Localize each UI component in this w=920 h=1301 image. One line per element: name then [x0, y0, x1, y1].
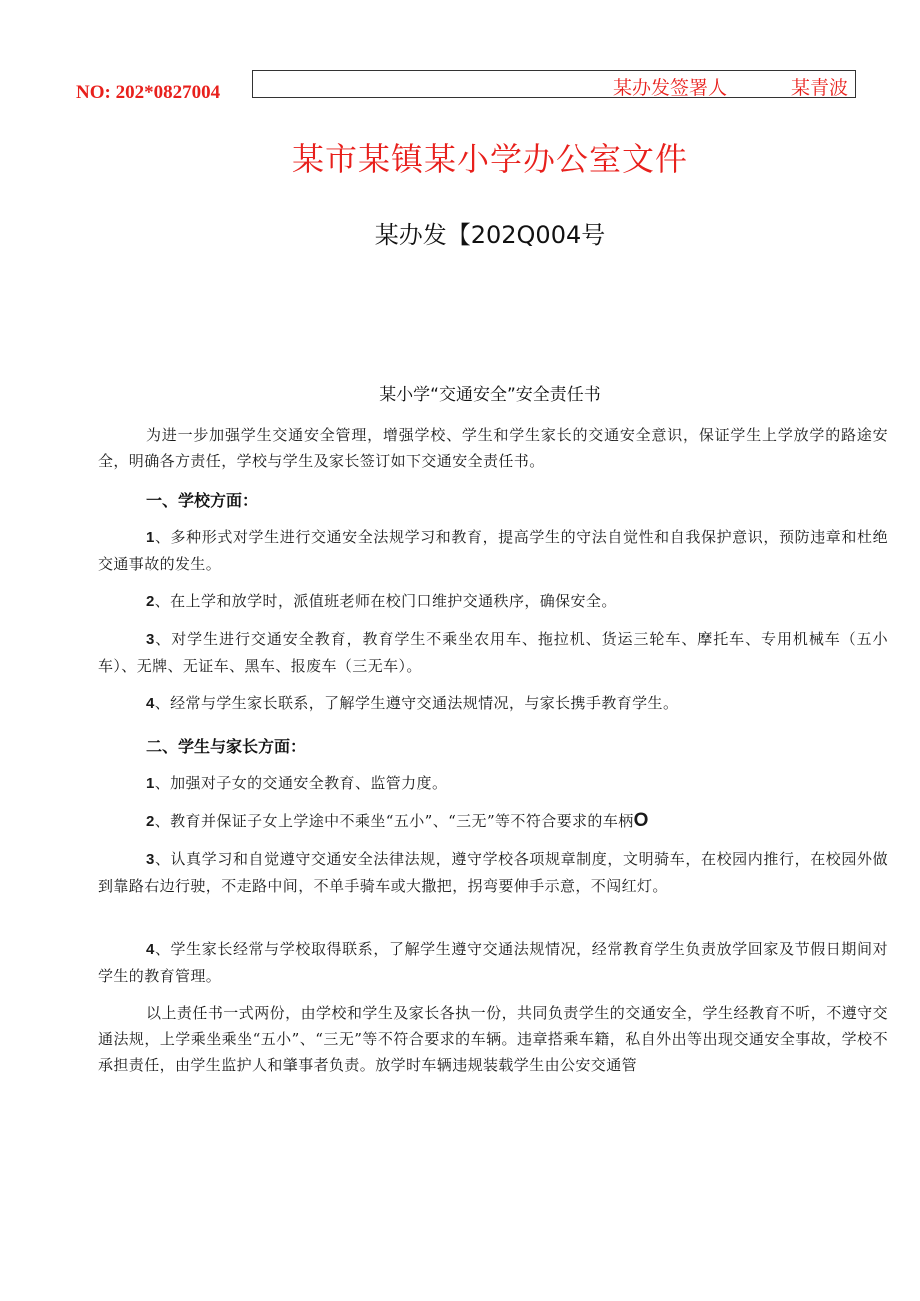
item-text: 、在上学和放学时，派值班老师在校门口维护交通秩序，确保安全。 — [154, 592, 617, 610]
organization-title: 某市某镇某小学办公室文件 — [291, 140, 688, 178]
item-number: 3 — [146, 631, 155, 648]
item-text: 、教育并保证子女上学途中不乘坐“五小”、“三无”等不符合要求的车柄 — [154, 812, 634, 830]
section2-item-4 — [98, 936, 888, 989]
item-text: 、对学生进行交通安全教育，教育学生不乘坐农用车、拖拉机、货运三轮车、摩托车、专用机械车（五小车）、无牌、无证车、黑车、报废车（三无车）。 — [98, 630, 888, 675]
item-text: 、学生家长经常与学校取得联系，了解学生遵守交通法规情况，经常教育学生负责放学回家及节假日期间对学生的教育管理。 — [98, 940, 888, 985]
item-number: 2 — [146, 593, 155, 610]
signatory-name: 某青波 — [791, 77, 849, 99]
section1-heading: 一、学校方面： — [146, 491, 259, 510]
section2-item-3 — [98, 846, 888, 899]
item-tail: O — [633, 810, 649, 831]
item-text: 、多种形式对学生进行交通安全法规学习和教育，提高学生的守法自觉性和自我保护意识，预防违章和杜绝交通事故的发生。 — [98, 528, 888, 573]
section2-item-1 — [98, 770, 888, 797]
closing-paragraph: 以上责任书一式两份，由学校和学生及家长各执一份，共同负责学生的交通安全，学生经教育不听，不遵守交通法规，上学乘坐乘坐“五小”、“三无”等不符合要求的车辆。违章搭乘车籍，私自外出等出现交通安全事故，学校不承担责任，由学生监护人和肇事者负责。放学时车辆违规装载学生由公安交通管 — [98, 1004, 888, 1074]
item-number: 4 — [146, 695, 155, 712]
item-number: 4 — [146, 941, 155, 958]
document-serial-number: NO: 202*0827004 — [76, 82, 221, 103]
item-number: 1 — [146, 775, 155, 792]
item-text: 、加强对子女的交通安全教育、监管力度。 — [154, 774, 448, 792]
intro-paragraph: 为进一步加强学生交通安全管理，增强学校、学生和学生家长的交通安全意识，保证学生上学放学的路途安全，明确各方责任，学校与学生及家长签订如下交通安全责任书。 — [98, 426, 888, 470]
signatory-label: 某办发签署人 — [613, 77, 728, 99]
document-number: 某办发【202Q004号 — [374, 221, 606, 249]
item-number: 2 — [146, 813, 155, 830]
section2-item-2 — [98, 808, 888, 835]
document-title: 某小学“交通安全”安全责任书 — [379, 385, 601, 405]
section1-item-3 — [98, 626, 888, 679]
section1-item-4 — [98, 690, 888, 717]
section1-item-2 — [98, 588, 888, 615]
signatory-box — [252, 70, 856, 98]
section1-item-1 — [98, 524, 888, 577]
item-number: 1 — [146, 529, 155, 546]
item-text: 、认真学习和自觉遵守交通安全法律法规，遵守学校各项规章制度，文明骑车，在校园内推行，在校园外做到靠路右边行驶，不走路中间，不单手骑车或大撒把，拐弯要伸手示意，不闯红灯。 — [98, 850, 888, 895]
item-number: 3 — [146, 851, 155, 868]
section2-heading: 二、学生与家长方面： — [146, 737, 307, 756]
item-text: 、经常与学生家长联系，了解学生遵守交通法规情况，与家长携手教育学生。 — [154, 694, 679, 712]
